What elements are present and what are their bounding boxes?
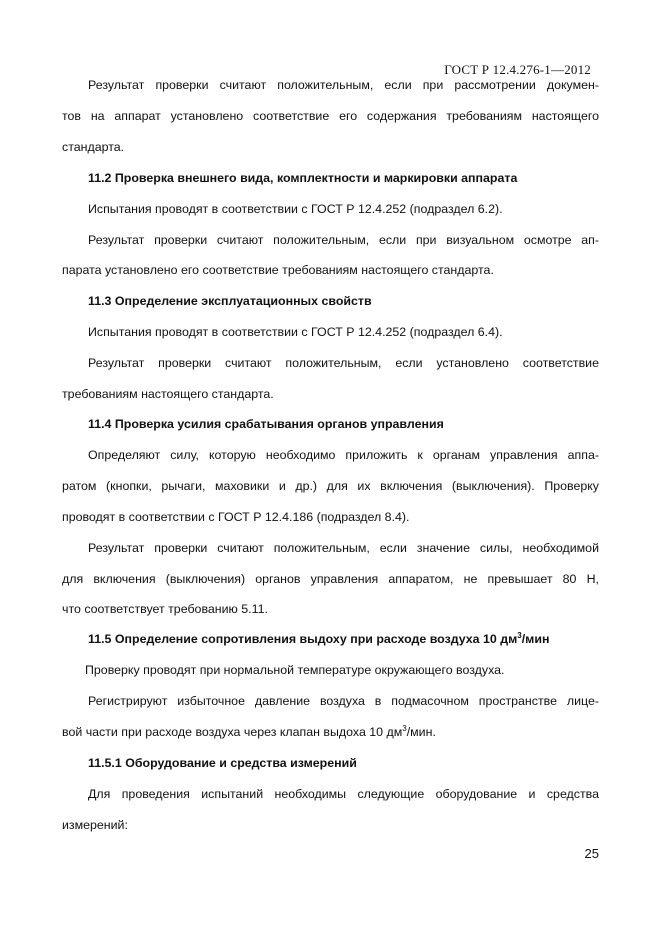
paragraph-line: проводят в соответствии с ГОСТ Р 12.4.186 (подраздел 8.4). (62, 510, 410, 524)
page-number: 25 (584, 846, 599, 861)
superscript: 3 (517, 631, 522, 640)
paragraph-line: требованиям настоящего стандарта. (62, 387, 274, 401)
section-heading-11-4: 11.4 Проверка усилия срабатывания органов управления (88, 417, 444, 431)
paragraph-line: ратом (кнопки, рычаги, маховики и др.) для их включения (выключения). Проверку (62, 479, 599, 493)
paragraph-line: тов на аппарат установлено соответствие его содержания требованиям настоящего (62, 109, 599, 123)
paragraph-line: Определяют силу, которую необходимо приложить к органам управления аппа- (88, 448, 599, 462)
paragraph-line: измерений: (62, 818, 128, 832)
paragraph-line: Результат проверки считают положительным, если установлено соответствие (88, 356, 599, 370)
paragraph-line: стандарта. (62, 140, 125, 154)
paragraph-line: что соответствует требованию 5.11. (62, 602, 268, 616)
paragraph-line: Испытания проводят в соответствии с ГОСТ Р 12.4.252 (подраздел 6.4). (88, 325, 503, 339)
paragraph-line: Регистрируют избыточное давление воздуха в подмасочном пространстве лице- (88, 694, 599, 708)
paragraph-line (62, 724, 599, 740)
superscript: 3 (402, 724, 407, 733)
section-heading-11-3: 11.3 Определение эксплуатационных свойств (88, 294, 372, 308)
paragraph-line: Испытания проводят в соответствии с ГОСТ Р 12.4.252 (подраздел 6.2). (88, 202, 503, 216)
standard-code-header: ГОСТ Р 12.4.276-1—2012 (444, 62, 591, 77)
paragraph-line: парата установлено его соответствие требованиям настоящего стандарта. (62, 263, 494, 277)
line-unit: /мин. (406, 725, 436, 739)
paragraph-line: для включения (выключения) органов управления аппаратом, не превышает 80 Н, (62, 572, 599, 586)
heading-unit: /мин (521, 632, 550, 646)
section-heading-11-5 (88, 631, 599, 647)
paragraph-line: Результат проверки считают положительным, если при рассмотрении докумен- (88, 78, 599, 92)
paragraph-line: Результат проверки считают положительным, если при визуальном осмотре ап- (88, 233, 599, 247)
section-heading-11-2: 11.2 Проверка внешнего вида, комплектности и маркировки аппарата (88, 171, 518, 185)
heading-text: 11.5 Определение сопротивления выдоху при расходе воздуха 10 дм (88, 632, 518, 646)
section-heading-11-5-1: 11.5.1 Оборудование и средства измерений (88, 756, 357, 770)
paragraph-line: Результат проверки считают положительным, если значение силы, необходимой (88, 541, 599, 555)
line-text: вой части при расходе воздуха через клапан выдоха 10 дм (62, 725, 403, 739)
paragraph-line: Проверку проводят при нормальной температуре окружающего воздуха. (85, 663, 505, 677)
paragraph-line: Для проведения испытаний необходимы следующие оборудование и средства (88, 787, 599, 801)
